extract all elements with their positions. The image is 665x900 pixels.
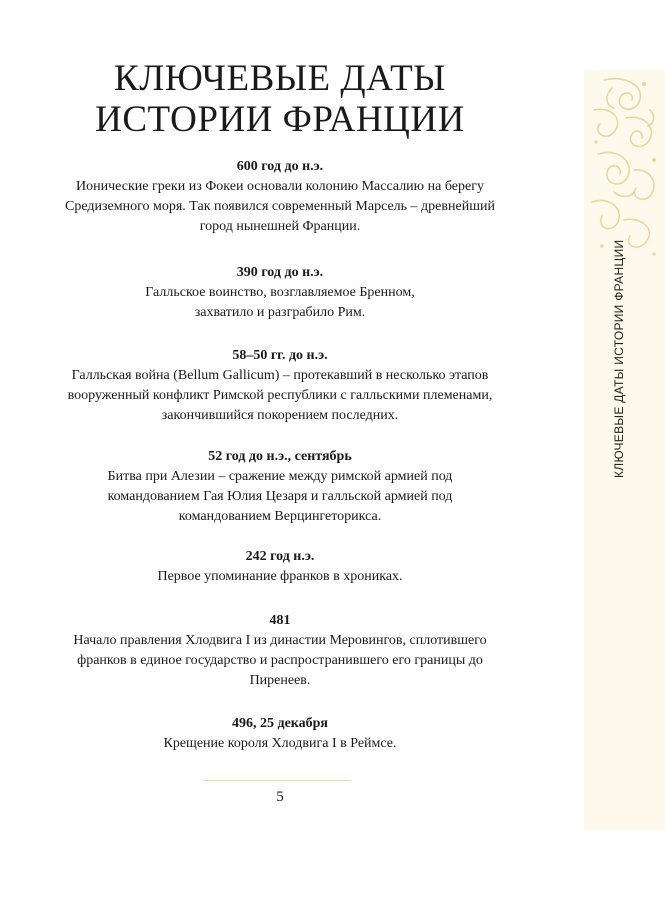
timeline-entry: [20, 157, 540, 237]
entry-text: [20, 467, 540, 527]
flourish-ornament-icon: [584, 70, 665, 260]
entry-text-line: Галльское воинство, возглавляемое Бренном,: [145, 285, 415, 300]
footer-divider: [203, 780, 351, 781]
entry-text-line: Крещение короля Хлодвига I в Реймсе.: [163, 736, 397, 751]
timeline-entry: [20, 263, 540, 323]
entry-date: 52 год до н.э., сентябрь: [208, 449, 352, 464]
entry-text: [20, 177, 540, 237]
entry-text-line: закончившийся покорением последних.: [161, 408, 399, 423]
page-title-line-1: КЛЮЧЕВЫЕ ДАТЫ: [114, 58, 446, 99]
page-title: [30, 58, 530, 140]
entry-date: 58–50 гг. до н.э.: [232, 348, 328, 363]
entry-text: [20, 631, 540, 691]
entry-text-line: Первое упоминание франков в хрониках.: [157, 569, 403, 584]
entry-text-line: Битва при Алезии – сражение между римской армией под: [107, 469, 453, 484]
entry-text-line: франков в единое государство и распространившего его границы до: [77, 653, 483, 668]
entry-text-line: Ионические греки из Фокеи основали колонию Массалию на берегу: [76, 179, 484, 194]
timeline-entry: [20, 714, 540, 754]
entry-text: [20, 734, 540, 754]
entry-date: 481: [269, 613, 291, 628]
entry-text-line: командованием Верцингеторикса.: [178, 509, 382, 524]
entry-text-line: вооруженный конфликт Римской республики с галльскими племенами,: [67, 388, 493, 403]
entry-text-line: город нынешней Франции.: [199, 219, 361, 234]
entry-date: 242 год н.э.: [245, 549, 315, 564]
entry-text-line: Галльская война (Bellum Gallicum) – протекавший в несколько этапов: [71, 368, 489, 383]
entry-text: [20, 366, 540, 426]
page-number: 5: [276, 789, 284, 805]
entry-text-line: командованием Гая Юлия Цезаря и галльской армией под: [107, 489, 453, 504]
timeline-entry: [20, 447, 540, 527]
entry-text-line: Начало правления Хлодвига I из династии Меровингов, сплотившего: [73, 633, 487, 648]
page-title-line-2: ИСТОРИИ ФРАНЦИИ: [95, 99, 465, 140]
timeline-entry: [20, 611, 540, 691]
entry-text-line: Пиренеев.: [249, 673, 311, 688]
entry-date: 496, 25 декабря: [231, 716, 328, 731]
entry-text-line: захватило и разграбило Рим.: [194, 305, 366, 320]
entry-text: [20, 567, 540, 587]
running-head: КЛЮЧЕВЫЕ ДАТЫ ИСТОРИИ ФРАНЦИИ: [612, 239, 626, 478]
timeline-entry: [20, 346, 540, 426]
entry-text-line: Средиземного моря. Так появился современный Марсель – древнейший: [65, 199, 495, 214]
entry-date: 600 год до н.э.: [236, 159, 324, 174]
entry-text: [20, 283, 540, 323]
entry-date: 390 год до н.э.: [236, 265, 324, 280]
timeline-entry: [20, 547, 540, 587]
